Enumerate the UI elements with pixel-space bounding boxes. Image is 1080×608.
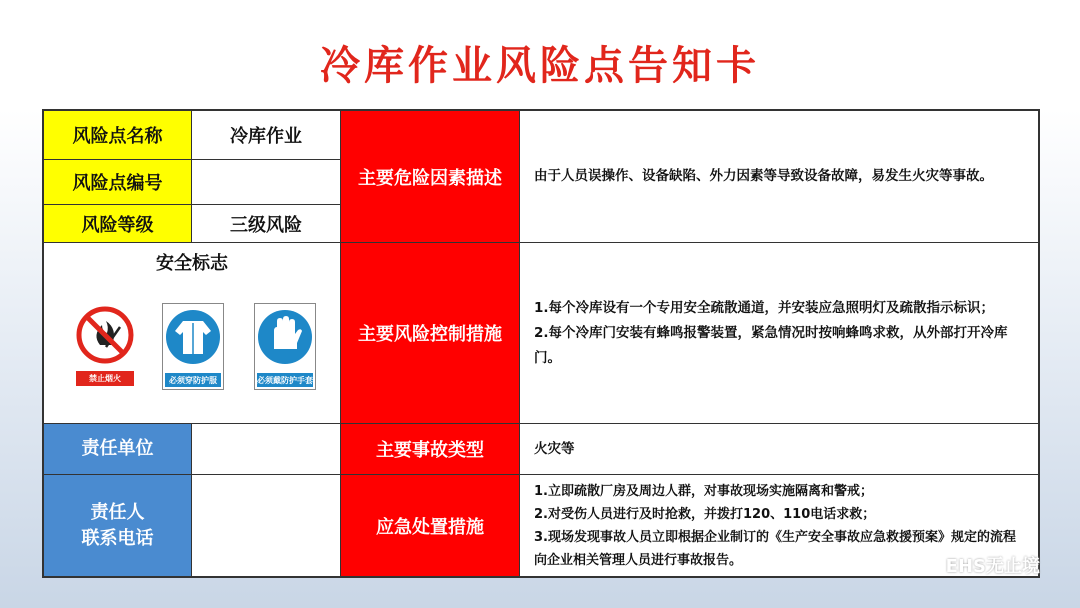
sign-protective-gloves-label: 必须戴防护手套 bbox=[257, 376, 313, 385]
control-measure-item: 2.每个冷库门安装有蜂鸣报警装置，紧急情况时按响蜂鸣求救，从外部打开冷库门。 bbox=[534, 324, 1008, 366]
control-measure-item: 1.每个冷库设有一个专用安全疏散通道，并安装应急照明灯及疏散指示标识； bbox=[534, 299, 995, 316]
responsible-person-value bbox=[191, 474, 341, 577]
emergency-item: 1.立即疏散厂房及周边人群，对事故现场实施隔离和警戒； bbox=[534, 483, 873, 499]
risk-name-value: 冷库作业 bbox=[191, 110, 341, 160]
risk-no-label: 风险点编号 bbox=[43, 159, 192, 205]
hazard-desc-text bbox=[519, 110, 1039, 243]
wechat-icon bbox=[914, 555, 940, 575]
sign-protective-clothing bbox=[162, 303, 224, 391]
safety-signs-panel bbox=[43, 242, 341, 424]
watermark-text: EHS无止境 bbox=[945, 556, 1040, 577]
emergency-item: 2.对受伤人员进行及时抢救，并拨打120、110电话求救； bbox=[534, 506, 876, 522]
control-measures-text bbox=[519, 242, 1039, 424]
emergency-label: 应急处置措施 bbox=[340, 474, 520, 577]
hazard-desc-label: 主要危险因素描述 bbox=[340, 110, 520, 243]
risk-level-value: 三级风险 bbox=[191, 204, 341, 243]
accident-type-value: 火灾等 bbox=[534, 440, 575, 457]
page-title: 冷库作业风险点告知卡 bbox=[320, 43, 760, 89]
risk-level-label: 风险等级 bbox=[43, 204, 192, 243]
emergency-item: 3.现场发现事故人员立即根据企业制订的《生产安全事故应急救援预案》规定的流程向企业相关管理人员进行事故报告。 bbox=[534, 529, 1016, 568]
control-measures-label: 主要风险控制措施 bbox=[340, 242, 520, 424]
sign-no-fire bbox=[72, 303, 138, 391]
accident-type-text bbox=[519, 423, 1039, 475]
sign-protective-clothing-label: 必须穿防护服 bbox=[169, 376, 217, 385]
responsible-person-label: 责任人 联系电话 bbox=[43, 474, 192, 577]
sign-protective-gloves bbox=[254, 303, 316, 391]
accident-type-label: 主要事故类型 bbox=[340, 423, 520, 475]
hazard-desc-value: 由于人员误操作、设备缺陷、外力因素等导致设备故障，易发生火灾等事故。 bbox=[534, 168, 993, 184]
responsible-unit-value bbox=[191, 423, 341, 475]
safety-signs-title: 安全标志 bbox=[156, 253, 228, 274]
sign-no-fire-label: 禁止烟火 bbox=[89, 374, 121, 383]
risk-no-value bbox=[191, 159, 341, 205]
responsible-unit-label: 责任单位 bbox=[43, 423, 192, 475]
risk-name-label: 风险点名称 bbox=[43, 110, 192, 160]
risk-notice-card bbox=[42, 109, 1040, 578]
watermark bbox=[914, 552, 1040, 578]
